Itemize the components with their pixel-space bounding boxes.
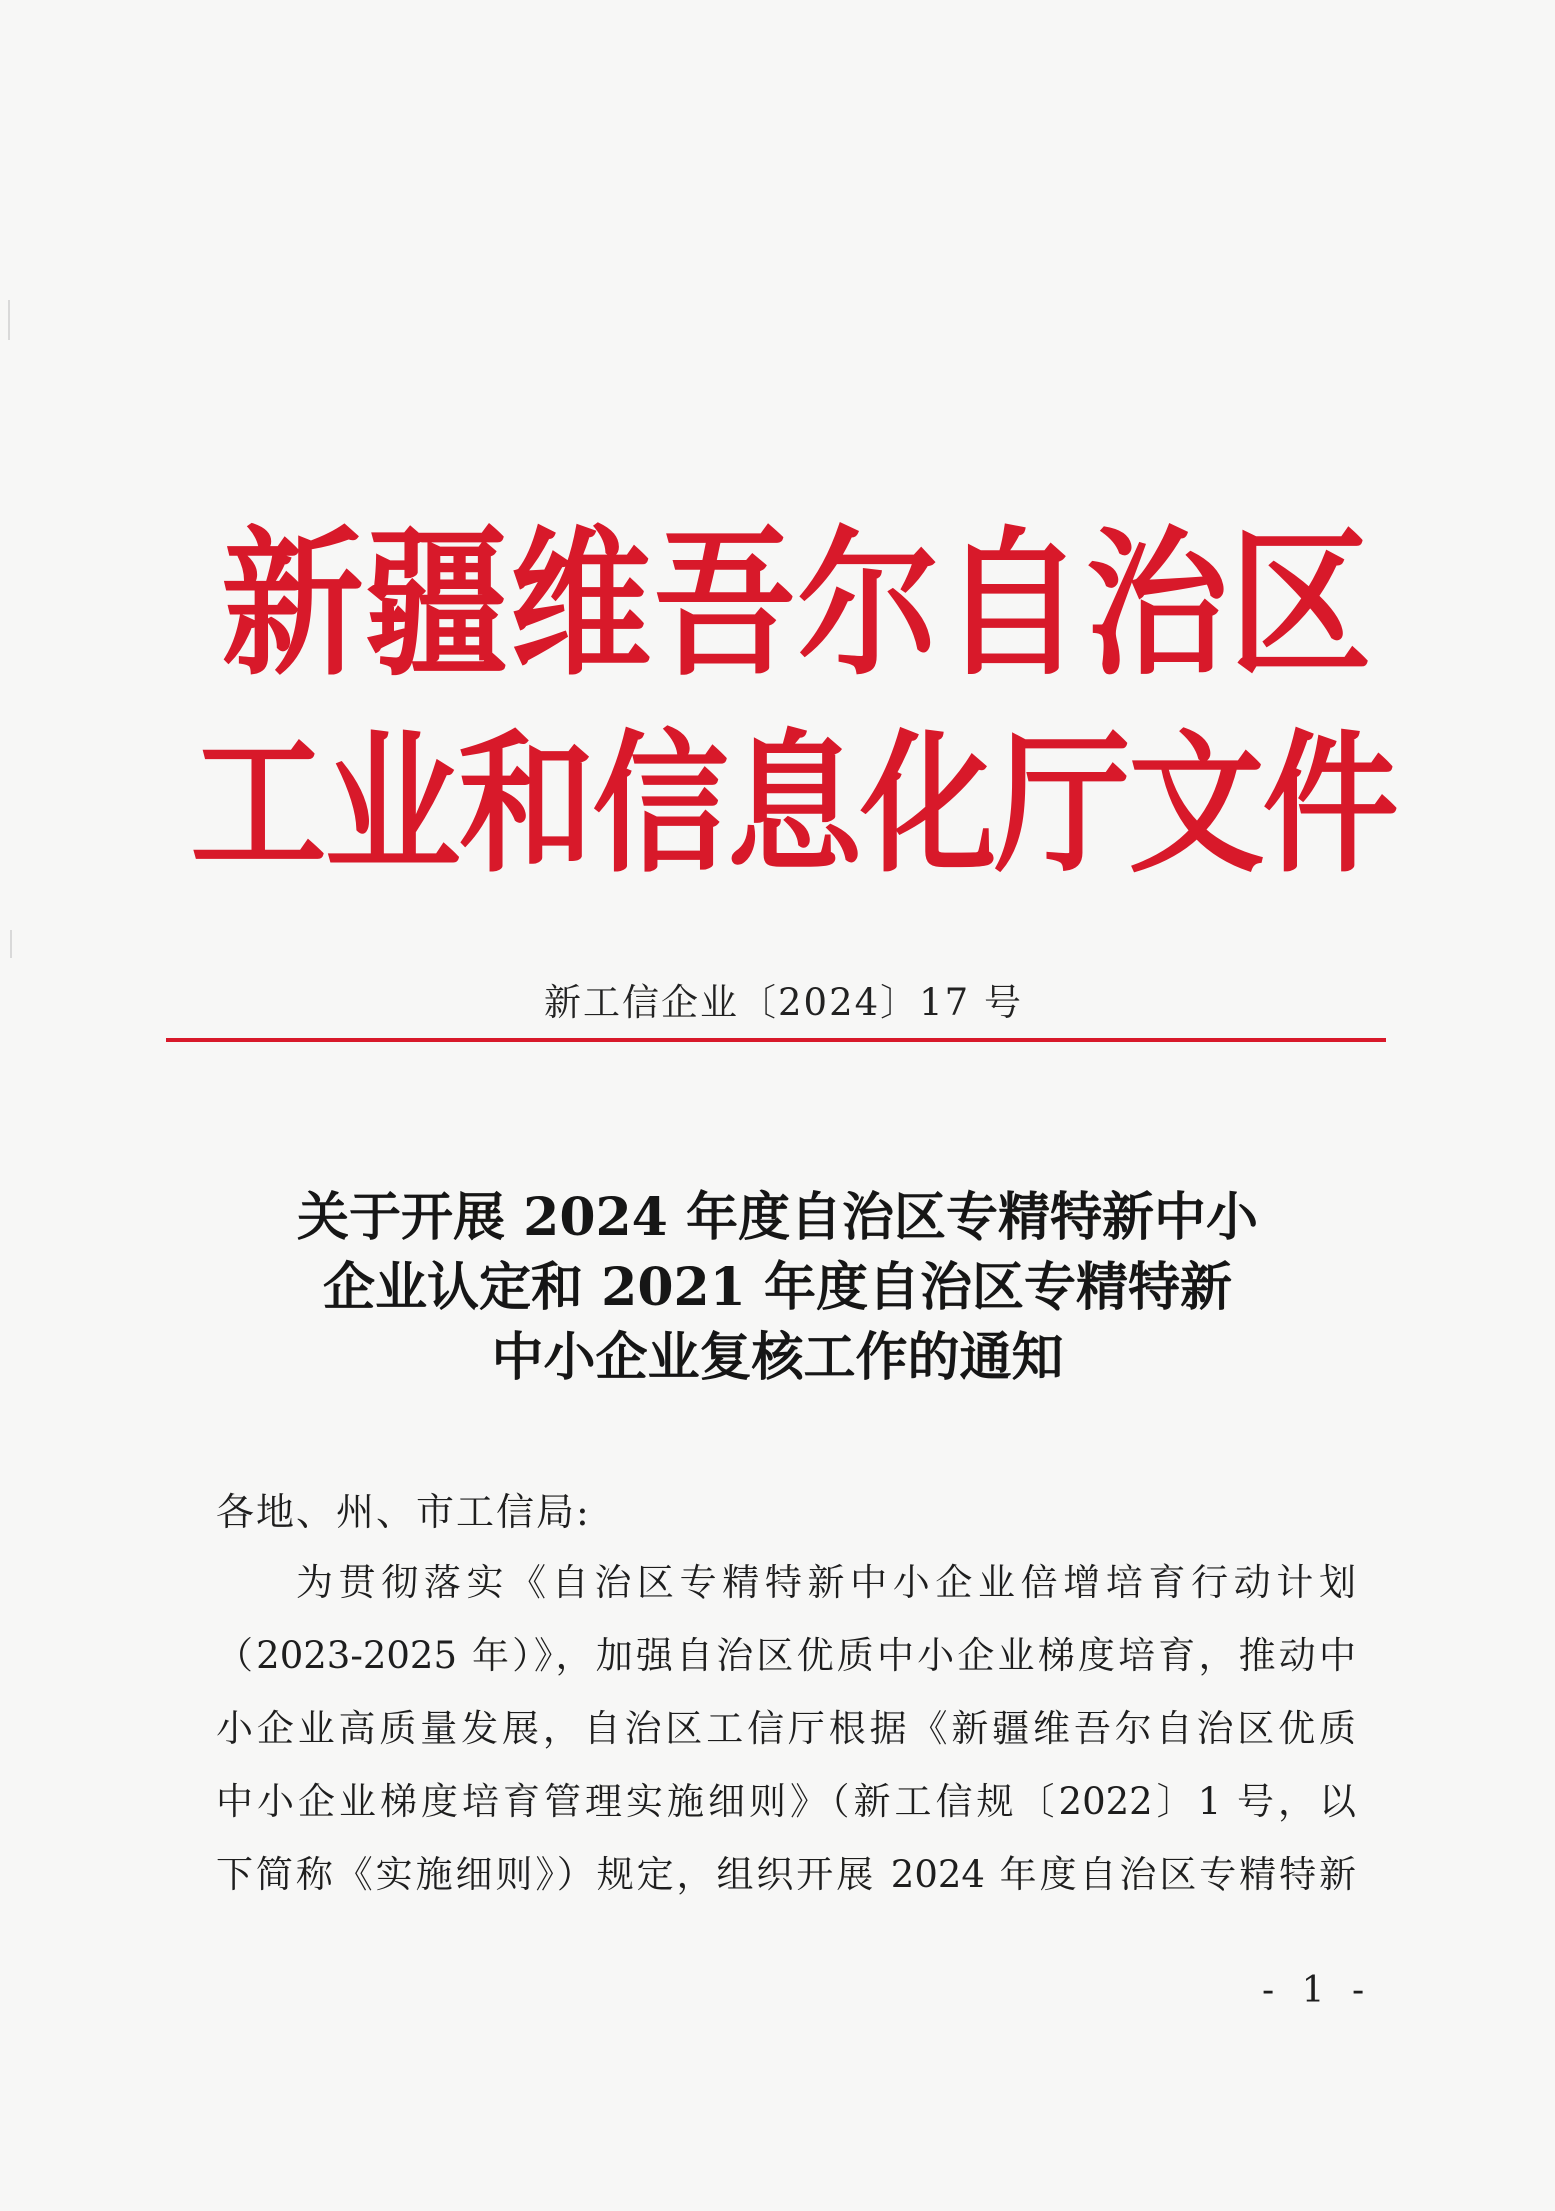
- body-line: （2023-2025 年）》，加强自治区优质中小企业梯度培育，推动中: [216, 1634, 1356, 1677]
- body-line: 小企业高质量发展，自治区工信厅根据《新疆维吾尔自治区优质: [216, 1707, 1356, 1750]
- title-line-3: 中小企业复核工作的通知: [491, 1327, 1064, 1388]
- masthead-line-2: 工业和信息化厅文件: [190, 715, 1397, 895]
- title-line-1: 关于开展 2024 年度自治区专精特新中小: [297, 1187, 1258, 1248]
- document-number: 新工信企业〔2024〕17 号: [543, 981, 1023, 1024]
- red-separator-line: [166, 1038, 1386, 1042]
- title-line-2: 企业认定和 2021 年度自治区专精特新: [323, 1257, 1232, 1318]
- body-line: 下简称《实施细则》）规定，组织开展 2024 年度自治区专精特新: [216, 1853, 1356, 1896]
- addressee: 各地、州、市工信局:: [216, 1490, 591, 1534]
- body-line: 为贯彻落实《自治区专精特新中小企业倍增培育行动计划: [296, 1561, 1356, 1604]
- body-line: 中小企业梯度培育管理实施细则》（新工信规〔2022〕1 号，以: [216, 1780, 1356, 1823]
- scan-speck: [10, 930, 12, 958]
- scan-speck: [8, 300, 10, 340]
- page-number: - 1 -: [1262, 1970, 1373, 2011]
- masthead-line-1: 新疆维吾尔自治区: [221, 511, 1374, 698]
